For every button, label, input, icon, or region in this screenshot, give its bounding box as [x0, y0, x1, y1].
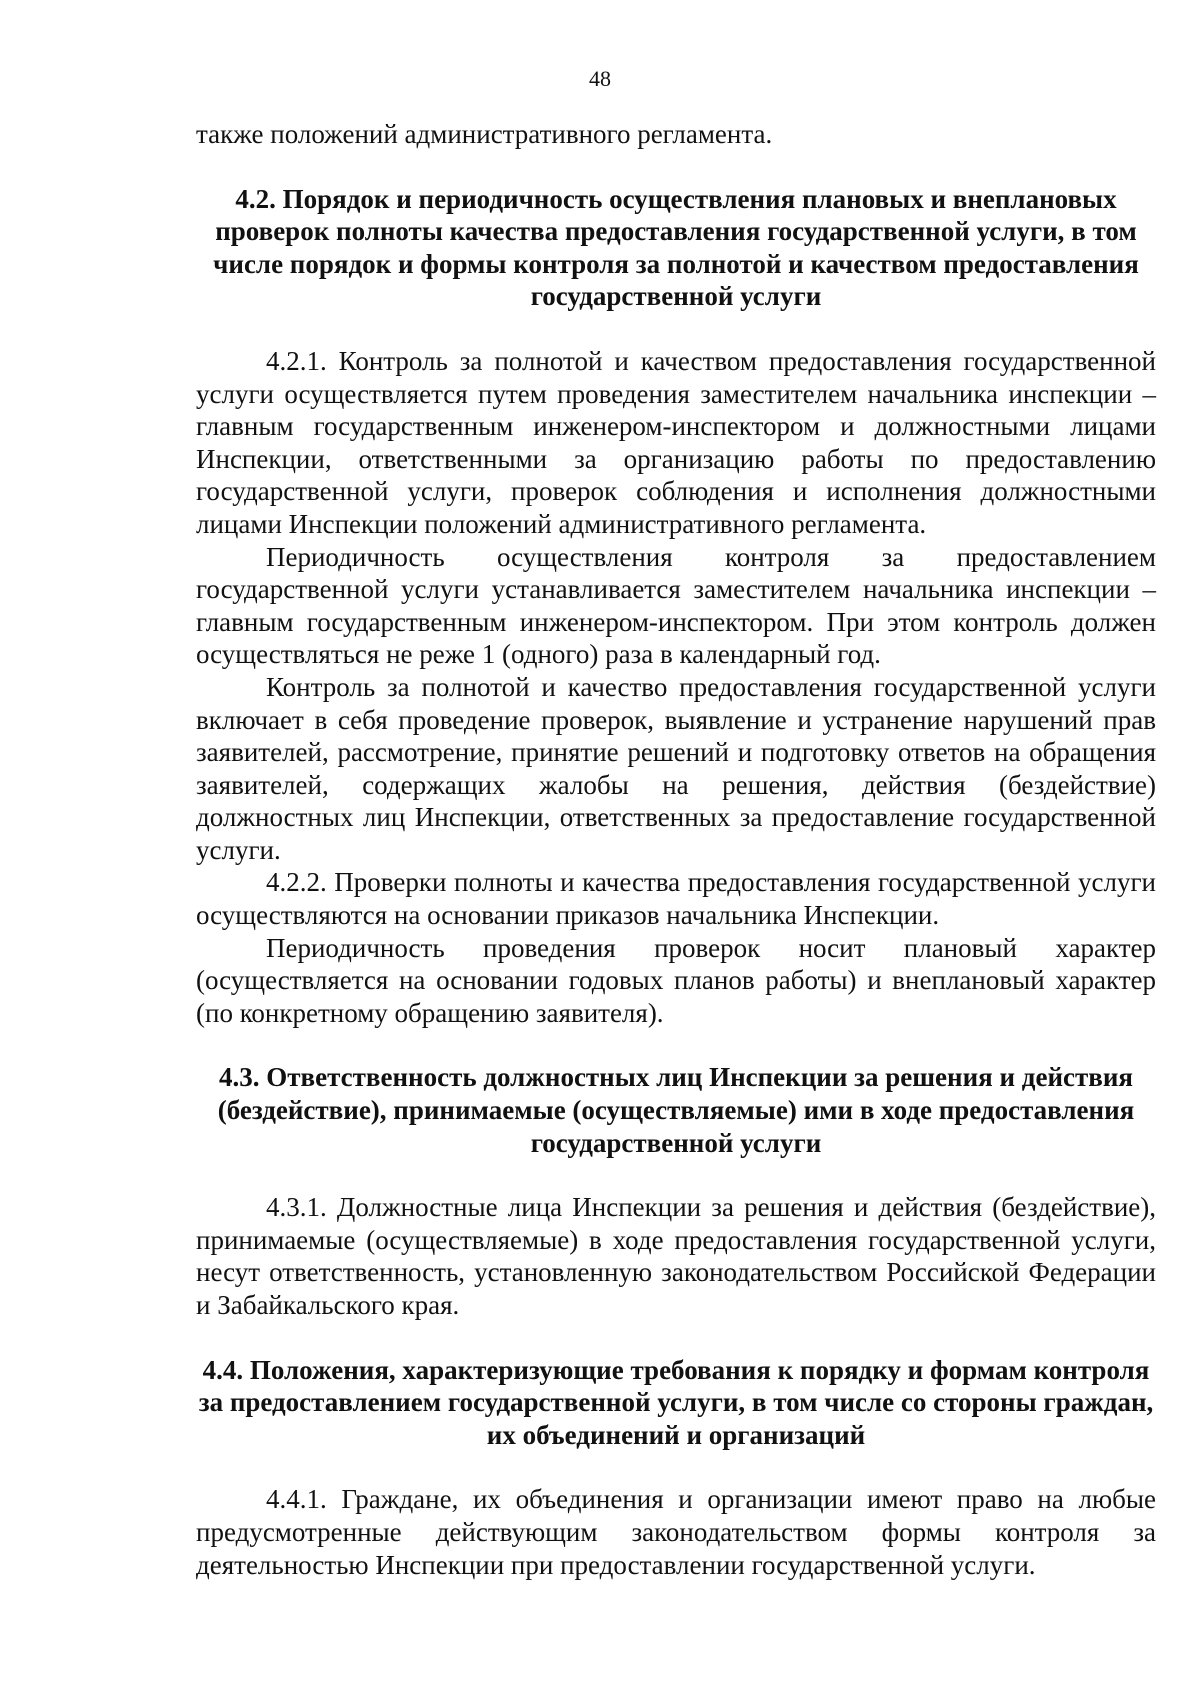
paragraph-4-2-2: 4.2.2. Проверки полноты и качества предоставления государственной услуги осуществляются на основании приказов начальника Инспекции.	[196, 867, 1156, 931]
lead-paragraph: также положений административного регламента.	[196, 119, 773, 149]
section-heading-4-3: 4.3. Ответственность должностных лиц Инспекции за решения и действия (бездействие), принимаемые (осуществляемые) ими в ходе предоставления государственной услуги	[217, 1062, 1135, 1158]
paragraph-4-4-1: 4.4.1. Граждане, их объединения и организации имеют право на любые предусмотренные действующим законодательством формы контроля за деятельностью Инспекции при предоставлении государственной услуги.	[196, 1484, 1156, 1580]
section-heading-4-4: 4.4. Положения, характеризующие требования к порядку и формам контроля за предоставлением государственной услуги, в том числе со стороны граждан, их объединений и организаций	[198, 1354, 1154, 1450]
paragraph-periodicity-checks: Периодичность проведения проверок носит плановый характер (осуществляется на основании годовых планов работы) и внеплановый характер (по конкретному обращению заявителя).	[196, 932, 1156, 1028]
paragraph-4-2-1: 4.2.1. Контроль за полнотой и качеством предоставления государственной услуги осуществляется путем проведения заместителем начальника инспекции – главным государственным инженером-инспектором и должностными лицами Инспекции, ответственными за организацию работы по предоставлению государственной услуги, проверок соблюдения и исполнения должностными лицами Инспекции положений административного регламента.	[196, 345, 1156, 539]
page-number: 48	[589, 66, 611, 91]
section-heading-4-2: 4.2. Порядок и периодичность осуществления плановых и внеплановых проверок полноты качества предоставления государственной услуги, в том числе порядок и формы контроля за полнотой и качеством предоставления государственной услуги	[213, 183, 1139, 312]
document-body	[196, 118, 1156, 1581]
paragraph-4-3-1: 4.3.1. Должностные лица Инспекции за решения и действия (бездействие), принимаемые (осуществляемые) в ходе предоставления государственной услуги, несут ответственность, установленную законодательством Российской Федерации и Забайкальского края.	[196, 1192, 1156, 1320]
paragraph-control-scope: Контроль за полнотой и качество предоставления государственной услуги включает в себя проведение проверок, выявление и устранение нарушений прав заявителей, рассмотрение, принятие решений и подготовку ответов на обращения заявителей, содержащих жалобы на решения, действия (бездействие) должностных лиц Инспекции, ответственных за предоставление государственной услуги.	[196, 671, 1156, 865]
paragraph-periodicity-control: Периодичность осуществления контроля за предоставлением государственной услуги устанавливается заместителем начальника инспекции – главным государственным инженером-инспектором. При этом контроль должен осуществляться не реже 1 (одного) раза в календарный год.	[196, 541, 1156, 670]
